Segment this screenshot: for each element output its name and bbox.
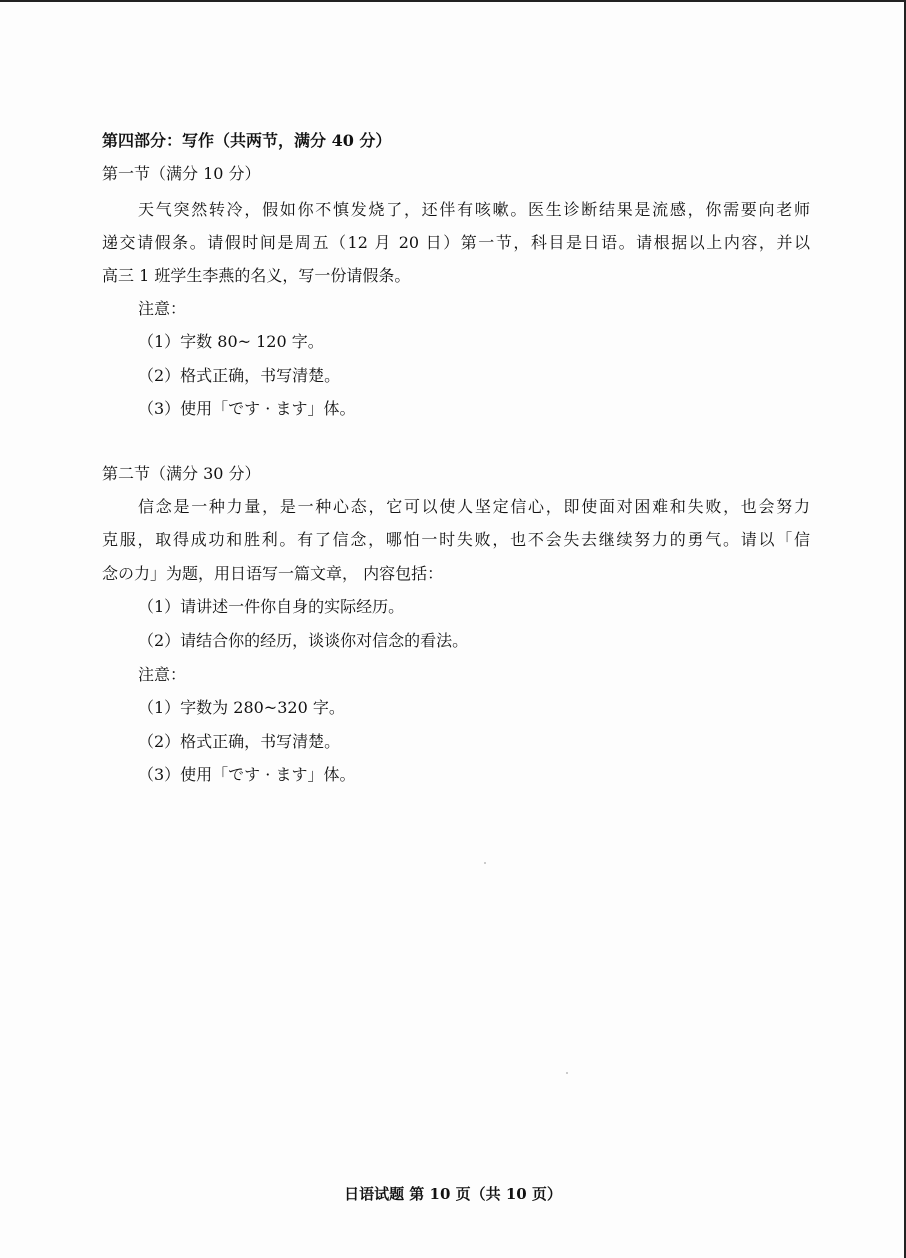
page-footer: 日语试题 第 10 页（共 10 页） xyxy=(344,1185,562,1203)
part-title: 第四部分：写作（共两节，满分 40 分） xyxy=(102,131,392,150)
scan-speck xyxy=(484,862,486,864)
section1-note-1: （1）字数 80~ 120 字。 xyxy=(138,332,324,351)
section1-paragraph-line-2: 递交请假条。请假时间是周五（12 月 20 日）第一节，科目是日语。请根据以上内容，并以 xyxy=(102,233,810,252)
page-border-top xyxy=(0,0,906,2)
section2-item-2: （2）请结合你的经历，谈谈你对信念的看法。 xyxy=(138,631,469,650)
section1-notes-label: 注意： xyxy=(138,299,187,318)
section1-paragraph-line-1: 天气突然转冷，假如你不慎发烧了，还伴有咳嗽。医生诊断结果是流感，你需要向老师 xyxy=(138,200,810,219)
section2-heading: 第二节（满分 30 分） xyxy=(102,464,261,483)
section1-heading: 第一节（满分 10 分） xyxy=(102,164,261,183)
section1-note-3: （3）使用「です · ます」体。 xyxy=(138,399,356,418)
section2-notes-label: 注意： xyxy=(138,665,187,684)
section2-paragraph-line-3: 念の力」为题，用日语写一篇文章， 内容包括： xyxy=(102,564,444,583)
section2-paragraph-line-1: 信念是一种力量，是一种心态，它可以使人坚定信心，即使面对困难和失败，也会努力 xyxy=(138,497,810,516)
section2-note-1: （1）字数为 280~320 字。 xyxy=(138,698,345,717)
section2-paragraph-line-2: 克服，取得成功和胜利。有了信念，哪怕一时失败，也不会失去继续努力的勇气。请以「信 xyxy=(102,530,810,549)
section2-note-2: （2）格式正确，书写清楚。 xyxy=(138,732,341,751)
section2-note-3: （3）使用「です · ます」体。 xyxy=(138,765,356,784)
section1-paragraph-line-3: 高三 1 班学生李燕的名义，写一份请假条。 xyxy=(102,266,411,285)
scan-speck xyxy=(566,1072,568,1074)
section1-note-2: （2）格式正确，书写清楚。 xyxy=(138,366,341,385)
section2-item-1: （1）请讲述一件你自身的实际经历。 xyxy=(138,597,405,616)
